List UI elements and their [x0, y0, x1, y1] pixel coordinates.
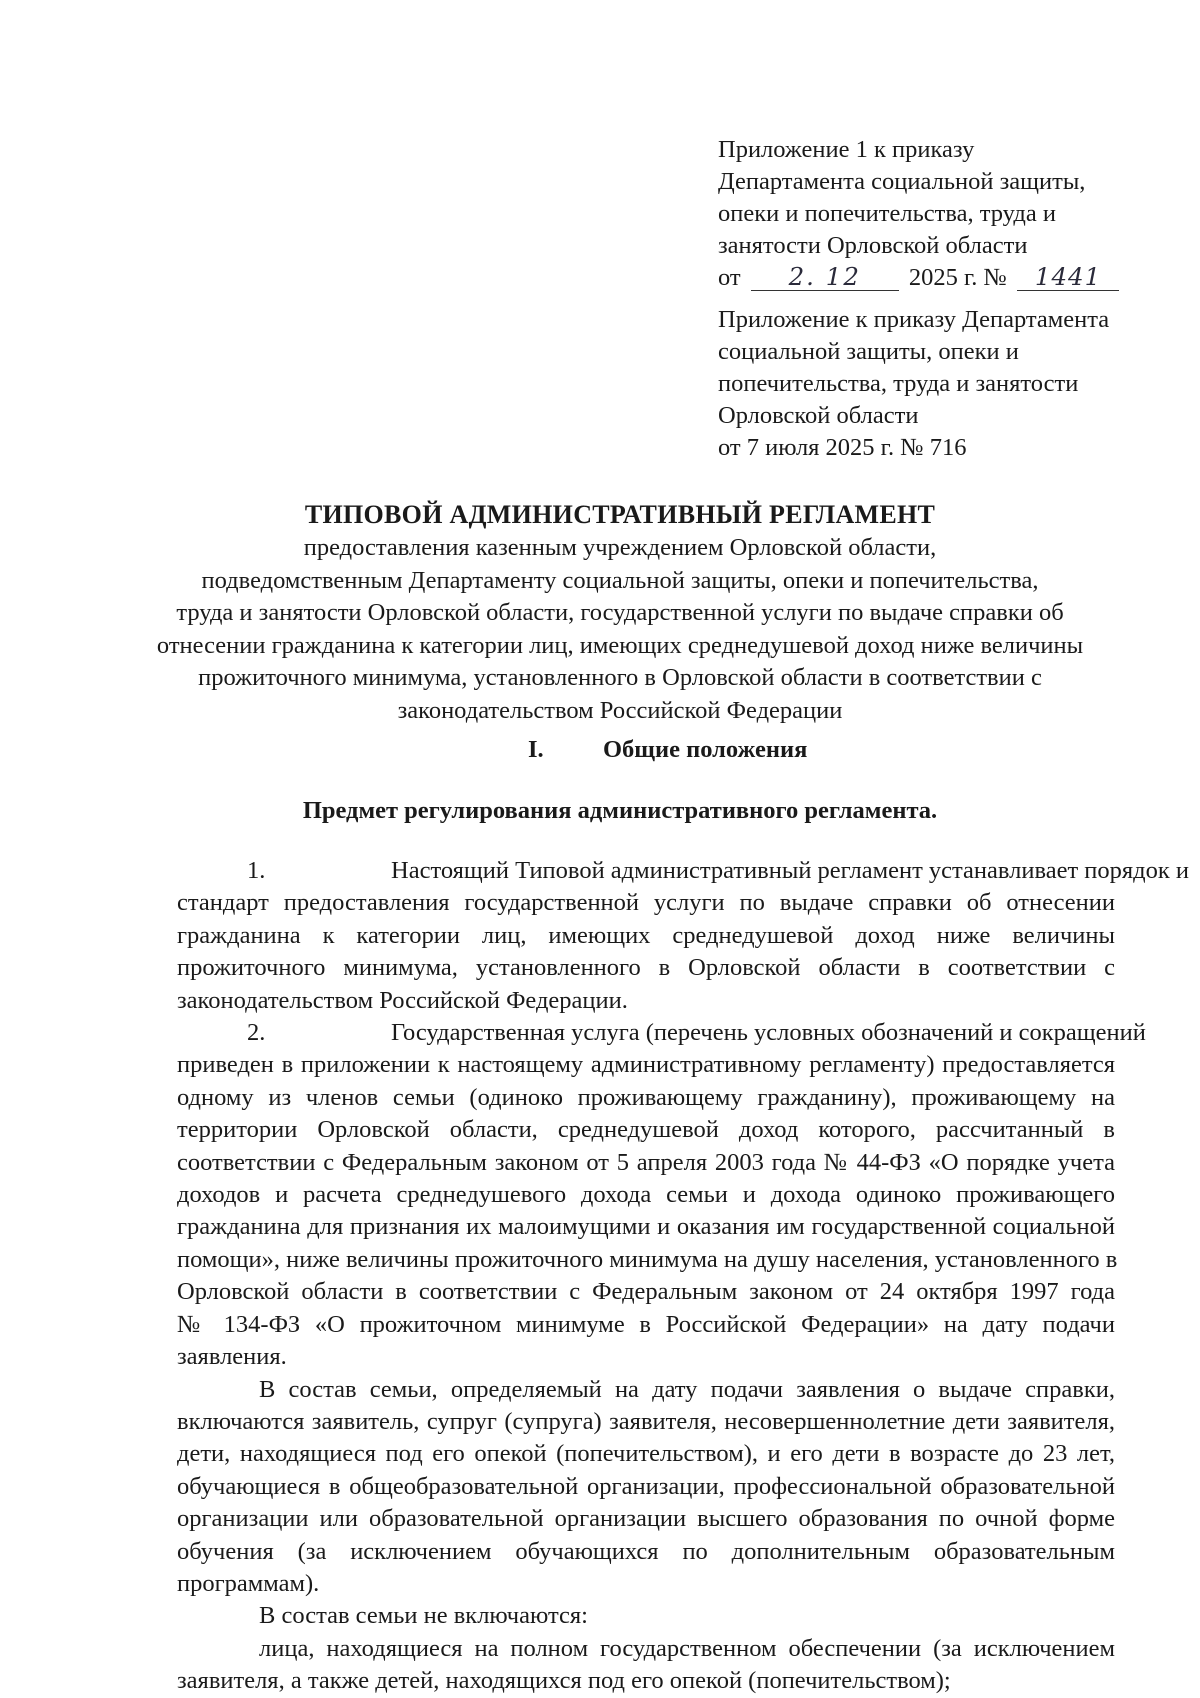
paragraph-line: 2. Государственная услуга (перечень условных обозначений и сокращений [177, 1017, 1115, 1049]
document-body [177, 855, 1190, 1698]
title-block [150, 498, 1090, 727]
appendix-2-line: Приложение к приказу Департамента [718, 306, 1110, 333]
paragraph-line: дети, находящиеся под его опекой (попечительством), и его дети в возрасте до 23 лет, [177, 1440, 1115, 1468]
paragraph-line: одному из членов семьи (одиноко проживающему гражданину), проживающему на [177, 1083, 1115, 1111]
paragraph-line: обучения (за исключением обучающихся по дополнительным образовательным [177, 1537, 1115, 1565]
paragraph-line: прожиточного минимума, установленного в Орловской области в соответствии с [177, 954, 1115, 982]
subtitle-line: предоставления казенным учреждением Орловской области, [303, 534, 937, 561]
date-prefix: от [718, 264, 741, 291]
paragraph-4 [177, 1600, 1115, 1632]
handwritten-date: 2. 12 [751, 264, 899, 291]
paragraph-line: стандарт предоставления государственной услуги по выдаче справки об отнесении [177, 889, 1115, 917]
paragraph-5 [177, 1633, 1115, 1698]
paragraph-line: соответствии с Федеральным законом от 5 апреля 2003 года № 44-ФЗ «О порядке учета [177, 1148, 1115, 1176]
appendix-2-header [718, 304, 1109, 464]
appendix-1-header [718, 134, 1119, 294]
appendix-1-line: занятости Орловской области [718, 232, 1028, 259]
paragraph-number: 1. [247, 857, 266, 884]
paragraph-line: 1. Настоящий Типовой административный регламент устанавливает порядок и [177, 855, 1115, 887]
paragraph-2 [177, 1017, 1146, 1373]
paragraph-3 [177, 1374, 1115, 1601]
appendix-1-line: Департамента социальной защиты, [718, 168, 1086, 195]
appendix-1-line: Приложение 1 к приказу [718, 136, 975, 163]
paragraph-line: В состав семьи не включаются: [259, 1602, 588, 1630]
paragraph-line: включаются заявитель, супруг (супруга) заявителя, несовершеннолетние дети заявителя, [177, 1407, 1115, 1435]
paragraph-number: 2. [247, 1019, 266, 1047]
handwritten-order-number: 1441 [1017, 264, 1119, 291]
paragraph-line: организации или образовательной организации высшего образования по очной форме [177, 1505, 1115, 1533]
paragraph-line: обучающиеся в общеобразовательной организации, профессиональной образовательной [177, 1472, 1115, 1500]
subtitle-line: подведомственным Департаменту социальной защиты, опеки и попечительства, [201, 566, 1039, 594]
document-title: ТИПОВОЙ АДМИНИСТРАТИВНЫЙ РЕГЛАМЕНТ [304, 500, 936, 529]
paragraph-line: В состав семьи, определяемый на дату подачи заявления о выдаче справки, [259, 1375, 1115, 1403]
section-title: Общие положения [603, 736, 808, 763]
subtitle-line: труда и занятости Орловской области, государственной услуги по выдаче справки об [176, 599, 1064, 626]
paragraph-1 [177, 855, 1190, 1017]
paragraph-line: помощи», ниже величины прожиточного минимума на душу населения, установленного в [177, 1245, 1118, 1273]
subtitle-line: отнесении гражданина к категории лиц, имеющих среднедушевой доход ниже величины [156, 631, 1084, 659]
subheading: Предмет регулирования административного регламента. [302, 797, 938, 824]
paragraph-line: законодательством Российской Федерации. [177, 986, 628, 1014]
subtitle-line: законодательством Российской Федерации [397, 696, 843, 724]
paragraph-line: гражданина для признания их малоимущими и оказания им государственной социальной [177, 1213, 1115, 1241]
appendix-2-line: попечительства, труда и занятости [718, 370, 1079, 397]
paragraph-line: заявления. [177, 1343, 287, 1371]
document-subtitle [150, 532, 1090, 727]
paragraph-line: Орловской области в соответствии с Федеральным законом от 24 октября 1997 года [177, 1278, 1115, 1306]
year-text: 2025 г. № [908, 264, 1007, 291]
appendix-2-line: социальной защиты, опеки и [718, 338, 1019, 365]
section-number: I. [528, 736, 544, 763]
paragraph-line: приведен в приложении к настоящему административному регламенту) предоставляется [177, 1051, 1115, 1079]
appendix-2-line: Орловской области [718, 402, 919, 429]
subtitle-line: прожиточного минимума, установленного в Орловской области в соответствии с [198, 664, 1042, 691]
appendix-1-line: опеки и попечительства, труда и [718, 200, 1056, 227]
paragraph-line: заявителя, а также детей, находящихся под его опекой (попечительством); [177, 1667, 951, 1695]
paragraph-line: программам). [177, 1569, 320, 1597]
appendix-2-line: от 7 июля 2025 г. № 716 [718, 434, 967, 461]
order-date-line [718, 262, 1119, 294]
paragraph-line: гражданина к категории лиц, имеющих среднедушевой доход ниже величины [177, 921, 1115, 949]
paragraph-line: № 134-ФЗ «О прожиточном минимуме в Российской Федерации» на дату подачи [177, 1310, 1115, 1338]
paragraph-line: доходов и расчета среднедушевого дохода семьи и дохода одиноко проживающего [177, 1181, 1115, 1209]
paragraph-line: лица, находящиеся на полном государственном обеспечении (за исключением [259, 1634, 1115, 1662]
paragraph-line: территории Орловской области, среднедушевой доход которого, рассчитанный в [177, 1116, 1115, 1144]
